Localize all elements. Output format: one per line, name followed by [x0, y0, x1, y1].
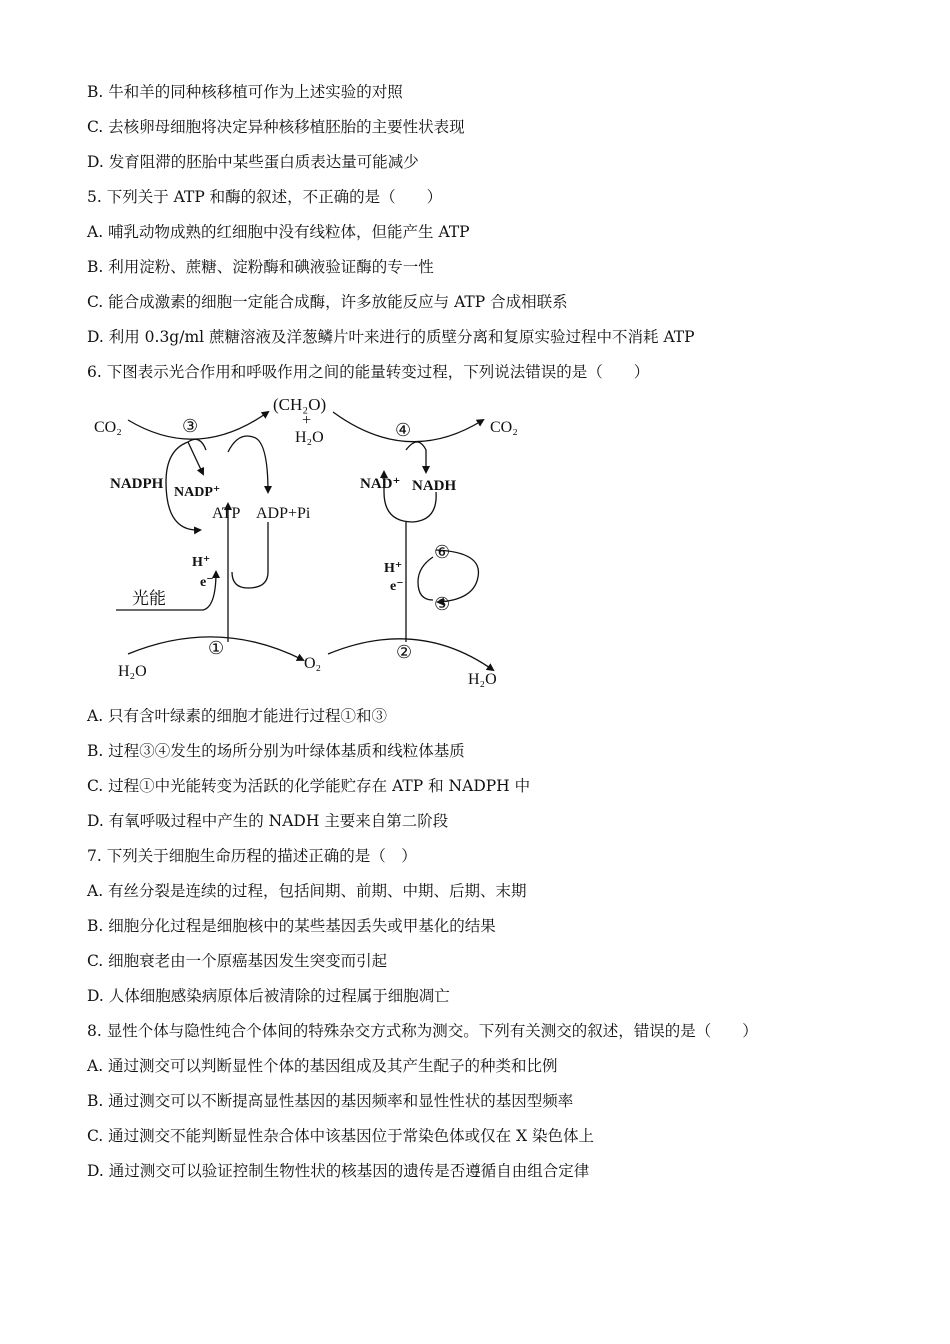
question-8: 8. 显性个体与隐性纯合个体间的特殊杂交方式称为测交。下列有关测交的叙述，错误的是（ ） — [87, 1022, 758, 1040]
option-c-q4: C. 去核卵母细胞将决定异种核移植胚胎的主要性状表现 — [87, 118, 465, 136]
option-b-q8: B. 通过测交可以不断提高显性基因的基因频率和显性性状的基因型频率 — [87, 1092, 574, 1110]
option-a-q8: A. 通过测交可以判断显性个体的基因组成及其产生配子的种类和比例 — [87, 1057, 558, 1075]
adp-pi-label: ADP+Pi — [256, 505, 311, 522]
step2-label: ② — [396, 642, 413, 662]
option-d-q4: D. 发育阻滞的胚胎中某些蛋白质表达量可能减少 — [87, 153, 419, 171]
co2-left-label: CO₂ — [94, 419, 122, 436]
step6-label: ⑥ — [434, 542, 451, 562]
energy-conversion-diagram — [88, 392, 528, 692]
e-left-label: e⁻ — [200, 575, 214, 590]
nadh-loop — [406, 442, 426, 472]
h2o-right-label: H₂O — [468, 671, 497, 688]
h2o-top-label: H₂O — [295, 429, 324, 446]
option-b-q4: B. 牛和羊的同种核移植可作为上述实验的对照 — [87, 83, 403, 101]
option-b-q6: B. 过程③④发生的场所分别为叶绿体基质和线粒体基质 — [87, 742, 465, 760]
option-d-q6: D. 有氧呼吸过程中产生的 NADH 主要来自第二阶段 — [87, 812, 449, 830]
nadp-plus-label: NADP⁺ — [174, 485, 221, 500]
option-d-q5: D. 利用 0.3g/ml 蔗糖溶液及洋葱鳞片叶来进行的质壁分离和复原实验过程中不消耗 ATP — [87, 328, 695, 346]
option-b-q7: B. 细胞分化过程是细胞核中的某些基因丢失或甲基化的结果 — [87, 917, 496, 935]
option-d-q7: D. 人体细胞感染病原体后被清除的过程属于细胞凋亡 — [87, 987, 450, 1005]
light-energy-label: 光能 — [132, 589, 166, 608]
step3-label: ③ — [182, 416, 199, 436]
option-a-q6: A. 只有含叶绿素的细胞才能进行过程①和③ — [87, 707, 388, 725]
option-c-q7: C. 细胞衰老由一个原癌基因发生突变而引起 — [87, 952, 388, 970]
atp-label: ATP — [212, 505, 241, 522]
co2-right-label: CO₂ — [490, 419, 518, 436]
ch2o-label: (CH₂O) — [273, 395, 327, 414]
h-plus-left-label: H⁺ — [192, 555, 211, 570]
question-5: 5. 下列关于 ATP 和酶的叙述，不正确的是（ ） — [87, 188, 443, 206]
question-7: 7. 下列关于细胞生命历程的描述正确的是（ ） — [87, 847, 417, 865]
nadph-label: NADPH — [110, 476, 164, 492]
o2-label: O₂ — [304, 655, 322, 672]
e-right-label: e⁻ — [390, 579, 404, 594]
nadh-label: NADH — [412, 478, 457, 494]
h-plus-right-label: H⁺ — [384, 561, 403, 576]
plus-sign: + — [302, 412, 312, 429]
nad-plus-label: NAD⁺ — [360, 476, 401, 492]
option-c-q5: C. 能合成激素的细胞一定能合成酶，许多放能反应与 ATP 合成相联系 — [87, 293, 568, 311]
option-c-q6: C. 过程①中光能转变为活跃的化学能贮存在 ATP 和 NADPH 中 — [87, 777, 531, 795]
step5-label: ⑤ — [434, 594, 451, 614]
option-a-q7: A. 有丝分裂是连续的过程，包括间期、前期、中期、后期、末期 — [87, 882, 527, 900]
step1-label: ① — [208, 638, 225, 658]
option-b-q5: B. 利用淀粉、蔗糖、淀粉酶和碘液验证酶的专一性 — [87, 258, 434, 276]
option-a-q5: A. 哺乳动物成熟的红细胞中没有线粒体，但能产生 ATP — [87, 223, 470, 241]
h2o-left-label: H₂O — [118, 663, 147, 680]
option-c-q8: C. 通过测交不能判断显性杂合体中该基因位于常染色体或仅在 X 染色体上 — [87, 1127, 595, 1145]
option-d-q8: D. 通过测交可以验证控制生物性状的核基因的遗传是否遵循自由组合定律 — [87, 1162, 590, 1180]
step4-label: ④ — [395, 420, 412, 440]
question-6: 6. 下图表示光合作用和呼吸作用之间的能量转变过程，下列说法错误的是（ ） — [87, 363, 650, 381]
